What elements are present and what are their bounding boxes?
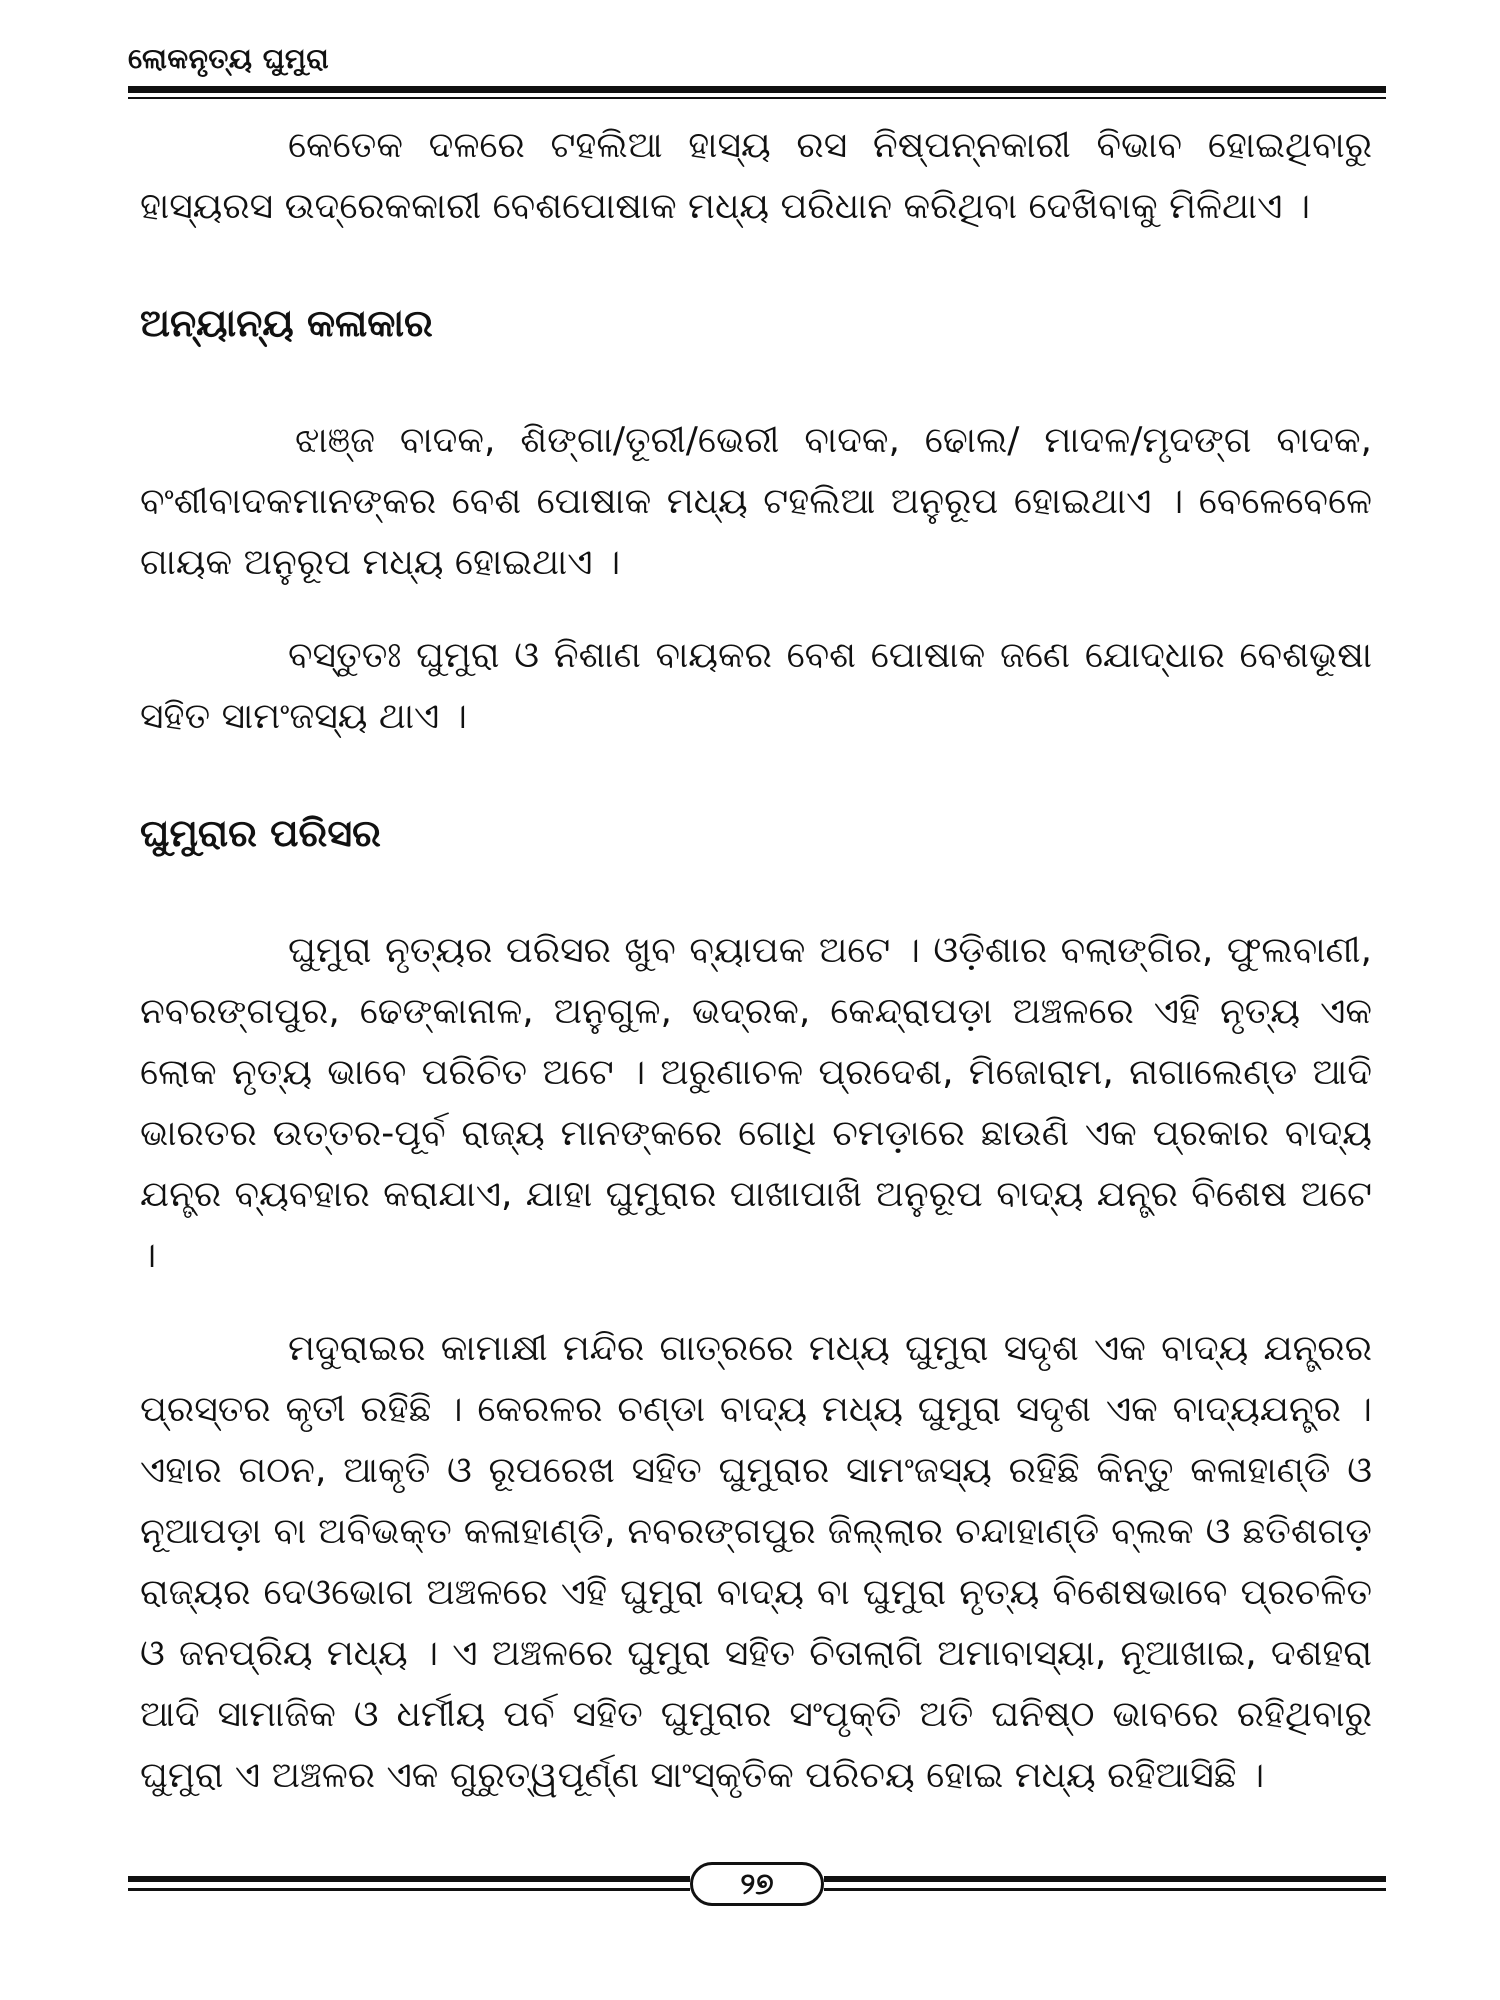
footer-rule [824, 1888, 1386, 1891]
paragraph: ଘୁମୁରା ନୃତ୍ୟର ପରିସର ଖୁବ ବ୍ୟାପକ ଅଟେ । ଓଡ଼ିଶାର ବଲାଙ୍ଗିର, ଫୁଲବାଣୀ, ନବରଙ୍ଗପୁର, ଢେଙ୍କାନାଳ, ଅନୁଗୁଳ, ଭଦ୍ରକ, କେନ୍ଦ୍ରାପଡ଼ା ଅଞ୍ଚଳରେ ଏହି ନୃତ୍ୟ ଏକ ଲୋକ ନୃତ୍ୟ ଭାବେ ପରିଚିତ ଅଟେ । ଅରୁଣାଚଳ ପ୍ରଦେଶ, ମିଜୋରାମ, ନାଗାଲେଣ୍ଡ ଆଦି ଭାରତର ଉତ୍ତର-ପୂର୍ବ ରାଜ୍ୟ ମାନଙ୍କରେ ଗୋଧି ଚମଡ଼ାରେ ଛାଉଣି ଏକ ପ୍ରକାର ବାଦ୍ୟ ଯନ୍ତ୍ର ବ୍ୟବହାର କରାଯାଏ, ଯାହା ଘୁମୁରାର ପାଖାପାଖି ଅନୁରୂପ ବାଦ୍ୟ ଯନ୍ତ୍ର ବିଶେଷ ଅଟେ । [140, 930, 1372, 1276]
page-footer [128, 1862, 1386, 1912]
running-header: ଲୋକନୃତ୍ୟ ଘୁମୁରା [128, 42, 330, 75]
paragraph: ବସ୍ତୁତଃ ଘୁମୁରା ଓ ନିଶାଣ ବାୟକର ବେଶ ପୋଷାକ ଜଣେ ଯୋଦ୍ଧାର ବେଶଭୂଷା ସହିତ ସାମଂଜସ୍ୟ ଥାଏ । [140, 635, 1372, 737]
section-heading: ଅନ୍ୟାନ୍ୟ କଳାକାର [140, 301, 433, 345]
page-body [140, 115, 1372, 1806]
section-heading: ଘୁମୁରାର ପରିସର [140, 811, 381, 855]
footer-rule [824, 1876, 1386, 1882]
footer-rule [128, 1876, 690, 1882]
paragraph: ମଦୁରାଇର କାମାକ୍ଷୀ ମନ୍ଦିର ଗାତ୍ରରେ ମଧ୍ୟ ଘୁମୁରା ସଦୃଶ ଏକ ବାଦ୍ୟ ଯନ୍ତ୍ରର ପ୍ରସ୍ତର କୃତୀ ରହିଛି । କେରଳର ଚଣ୍ଡା ବାଦ୍ୟ ମଧ୍ୟ ଘୁମୁରା ସଦୃଶ ଏକ ବାଦ୍ୟଯନ୍ତ୍ର । ଏହାର ଗଠନ, ଆକୃତି ଓ ରୂପରେଖ ସହିତ ଘୁମୁରାର ସାମଂଜସ୍ୟ ରହିଛି କିନ୍ତୁ କଳାହାଣ୍ଡି ଓ ନୂଆପଡ଼ା ବା ଅବିଭକ୍ତ କଳାହାଣ୍ଡି, ନବରଙ୍ଗପୁର ଜିଲ୍ଲାର ଚନ୍ଦାହାଣ୍ଡି ବ୍ଲକ ଓ ଛତିଶଗଡ଼ ରାଜ୍ୟର ଦେଓଭୋଗ ଅଞ୍ଚଳରେ ଏହି ଘୁମୁରା ବାଦ୍ୟ ବା ଘୁମୁରା ନୃତ୍ୟ ବିଶେଷଭାବେ ପ୍ରଚଳିତ ଓ ଜନପ୍ରିୟ ମଧ୍ୟ । ଏ ଅଞ୍ଚଳରେ ଘୁମୁରା ସହିତ ଚିତାଲାଗି ଅମାବାସ୍ୟା, ନୂଆଖାଇ, ଦଶହରା ଆଦି ସାମାଜିକ ଓ ଧର୍ମୀୟ ପର୍ବ ସହିତ ଘୁମୁରାର ସଂପୃକ୍ତି ଅତି ଘନିଷ୍ଠ ଭାବରେ ରହିଥିବାରୁ ଘୁମୁରା ଏ ଅଞ୍ଚଳର ଏକ ଗୁରୁତ୍ୱପୂର୍ଣ୍ଣ ସାଂସ୍କୃତିକ ପରିଚୟ ହୋଇ ମଧ୍ୟ ରହିଆସିଛି । [140, 1328, 1372, 1796]
paragraph: କେତେକ ଦଳରେ ଟହଲିଆ ହାସ୍ୟ ରସ ନିଷ୍ପନ୍ନକାରୀ ବିଭାବ ହୋଇଥିବାରୁ ହାସ୍ୟରସ ଉଦ୍ରେକକାରୀ ବେଶପୋଷାକ ମଧ୍ୟ ପରିଧାନ କରିଥିବା ଦେଖିବାକୁ ମିଳିଥାଏ । [140, 125, 1372, 227]
footer-rule [128, 1888, 690, 1891]
header-rule-thin [128, 97, 1386, 99]
paragraph: ଝାଞ୍ଜ ବାଦକ, ଶିଙ୍ଗା/ତୂରୀ/ଭେରୀ ବାଦକ, ଢୋଲ/ ମାଦଳ/ମୃଦଙ୍ଗ ବାଦକ, ବଂଶୀବାଦକମାନଙ୍କର ବେଶ ପୋଷାକ ମଧ୍ୟ ଟହଲିଆ ଅନୁରୂପ ହୋଇଥାଏ । ବେଳେବେଳେ ଗାୟକ ଅନୁରୂପ ମଧ୍ୟ ହୋଇଥାଏ । [140, 420, 1372, 583]
page-number: ୨୭ [690, 1862, 824, 1906]
header-rule-thick [128, 86, 1386, 93]
